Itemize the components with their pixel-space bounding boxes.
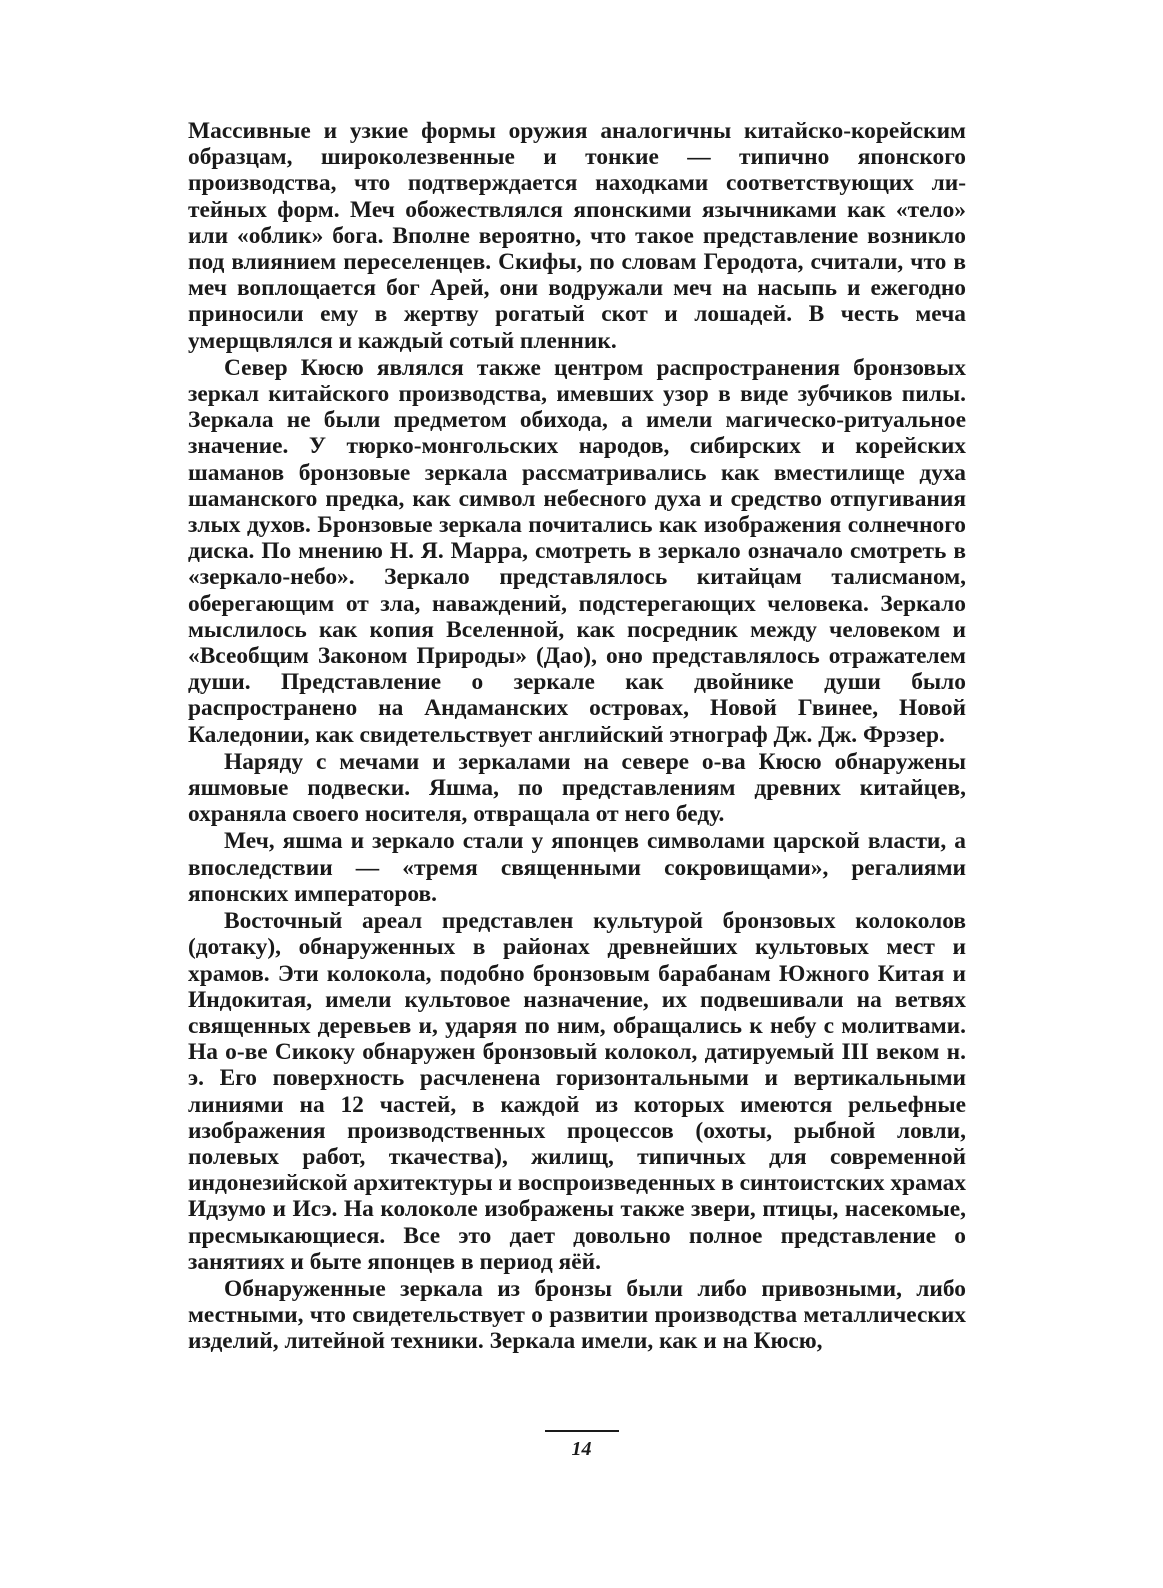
paragraph-dotaku-bells: Восточный ареал представлен культурой бронзовых колоколов (дотаку), обнаруженных в районах древнейших культовых мест и храмов. Эти колокола, подобно бронзовым барабанам Южного Китая и Индокитая, имели культовое назначение, их подвешивали на ветвях священных деревьев и, ударяя по ним, обращались к небу с молитвами. На о-ве Сикоку обнаружен бронзовый колокол, датируемый III веком н. э. Его поверхность расчленена горизонтальными и вертикальными линиями на 12 частей, в каждой из которых имеются рельефные изображения производственных процессов (охоты, рыбной ловли, полевых работ, ткачества), жилищ, типичных для современной индонезийской архитектуры и воспроизведенных в синтоистских храмах Идзумо и Исэ. На колоколе изображены также звери, птицы, насекомые, пресмыкающиеся. Все это дает довольно полное представление о занятиях и быте японцев в период яёй. xyxy=(188,908,966,1275)
paragraph-bronze-mirrors: Север Кюсю являлся также центром распространения бронзовых зеркал китайского производства, имевших узор в виде зубчиков пилы. Зеркала не были предметом обихода, а имели магическо-ритуальное значение. У тюрко-монгольских народов, сибирских и корейских шаманов бронзовые зеркала рассматривались как вместилище духа шаманского предка, как символ небесного духа и средство отпугивания злых духов. Бронзовые зеркала почитались как изображения солнечного диска. По мнению Н. Я. Марра, смотреть в зеркало означало смотреть в «зеркало-небо». Зеркало представлялось китайцам талисманом, оберегающим от зла, наваждений, подстерегающих человека. Зеркало мыслилось как копия Вселенной, как посредник между человеком и «Всеобщим Законом Природы» (Дао), оно представлялось отражателем души. Представление о зеркале как двойнике души было распространено на Андаманских островах, Новой Гвинее, Новой Каледонии, как свидетельствует английский этнограф Дж. Дж. Фрэзер. xyxy=(188,354,966,748)
paragraph-local-mirrors: Обнаруженные зеркала из бронзы были либо привозными, либо местными, что свидетельствует о развитии производства металлических изделий, литейной техники. Зеркала имели, как и на Кюсю, xyxy=(188,1275,966,1355)
footer-divider xyxy=(545,1430,619,1432)
paragraph-swords-deification: Массивные и узкие формы оружия аналогичны китайско-корейским образцам, широколезвенные и тонкие — типично японского производства, что подтверждается находками соответствующих литейных форм. Меч обожествлялся японскими язычниками как «тело» или «облик» бога. Вполне вероятно, что такое представление возникло под влиянием переселенцев. Скифы, по словам Геродота, считали, что в меч воплощается бог Арей, они водружали меч на насыпь и ежегодно приносили ему в жертву рогатый скот и лошадей. В честь меча умерщвлялся и каждый сотый пленник. xyxy=(188,118,966,354)
page-number: 14 xyxy=(571,1438,592,1460)
paragraph-imperial-regalia: Меч, яшма и зеркало стали у японцев символами царской власти, а впоследствии — «тремя священными сокровищами», регалиями японских императоров. xyxy=(188,828,966,907)
page-footer xyxy=(0,1430,1163,1461)
body-text xyxy=(188,118,966,1355)
paragraph-jasper-pendants: Наряду с мечами и зеркалами на севере о-ва Кюсю обнаружены яшмовые подвески. Яшма, по представлениям древних китайцев, охраняла своего носителя, отвращала от него беду. xyxy=(188,748,966,828)
